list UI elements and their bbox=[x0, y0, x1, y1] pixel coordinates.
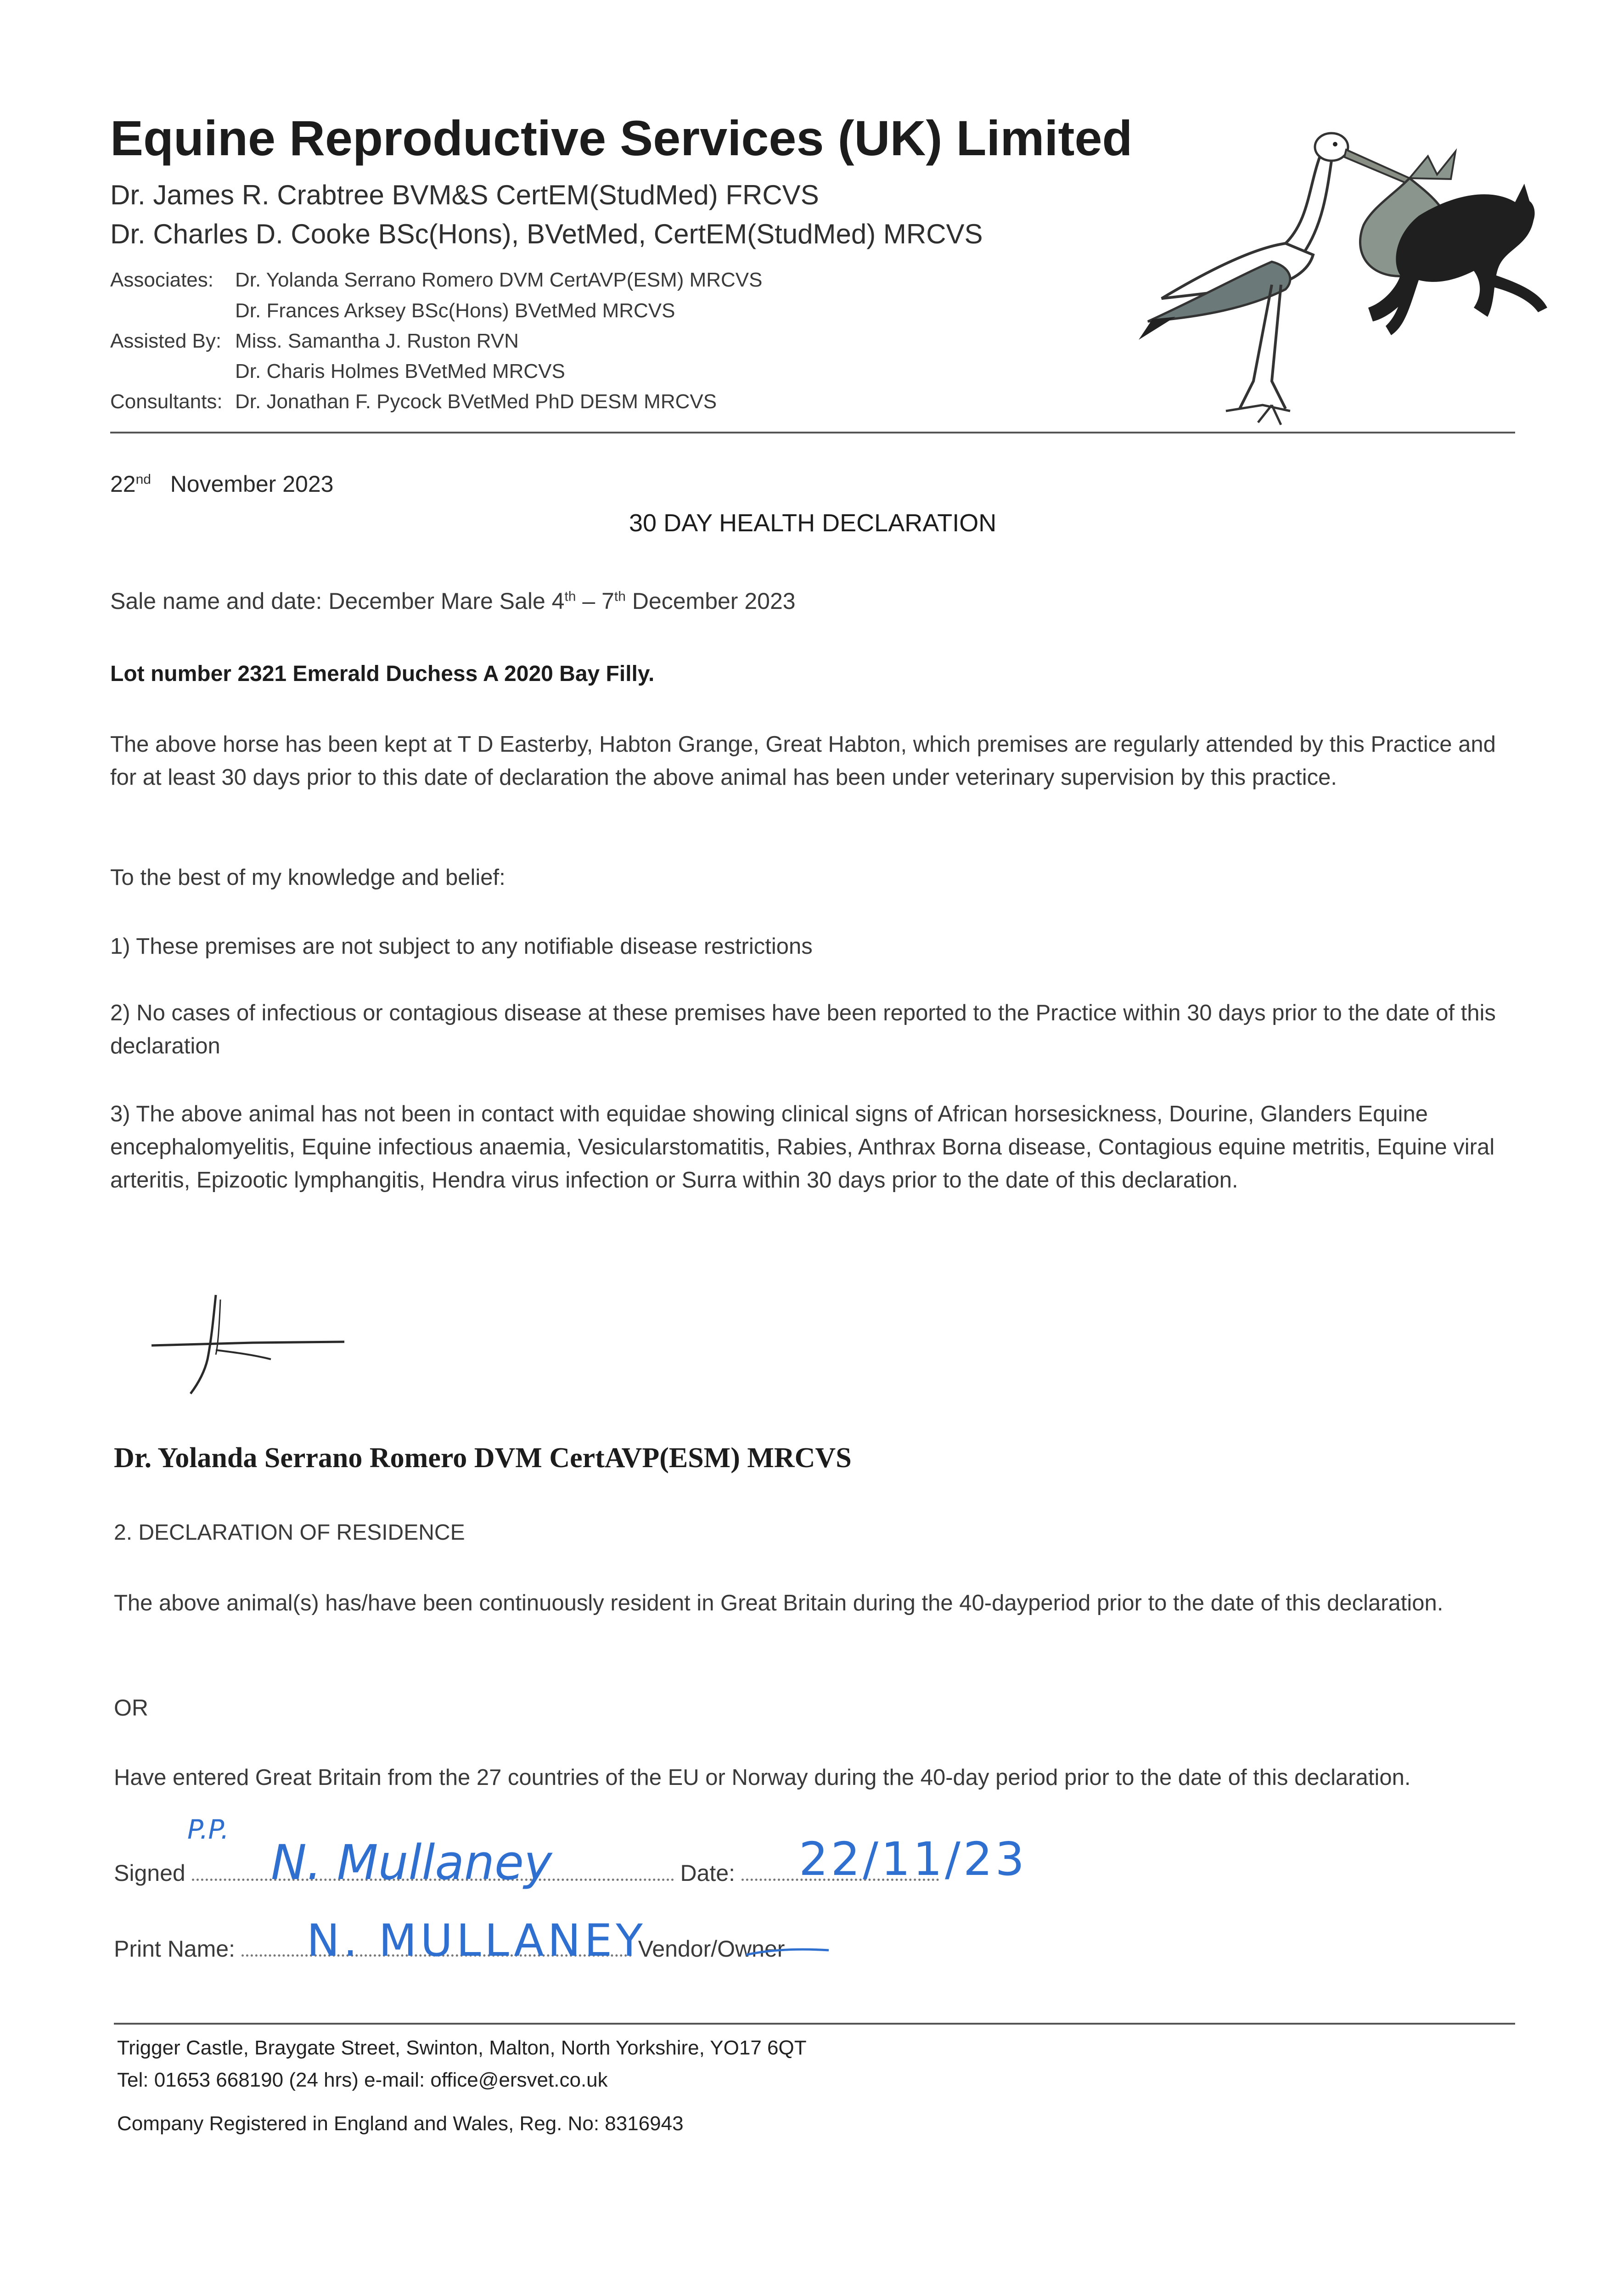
sale-sup-end: th bbox=[614, 589, 626, 604]
declaration-date bbox=[110, 471, 333, 497]
print-name-handwritten: N. MULLANEY bbox=[307, 1915, 646, 1966]
print-name-label: Print Name: bbox=[114, 1936, 235, 1962]
signed-label: Signed bbox=[114, 1860, 185, 1886]
sale-prefix: Sale name and date: December Mare Sale 4 bbox=[110, 588, 565, 614]
footer-divider bbox=[114, 2023, 1515, 2025]
staff-name: Dr. Charis Holmes BVetMed MRCVS bbox=[235, 360, 565, 383]
date-day: 22 bbox=[110, 471, 136, 497]
staff-name: Dr. Yolanda Serrano Romero DVM CertAVP(ESM) MRCVS bbox=[235, 269, 763, 291]
or-separator: OR bbox=[114, 1695, 148, 1721]
partner-crabtree: Dr. James R. Crabtree BVM&S CertEM(StudMed) FRCVS bbox=[110, 180, 819, 210]
staff-name: Dr. Frances Arksey BSc(Hons) BVetMed MRCVS bbox=[235, 299, 675, 322]
vet-signature-icon bbox=[147, 1290, 349, 1396]
partner-cooke: Dr. Charles D. Cooke BSc(Hons), BVetMed, CertEM(StudMed) MRCVS bbox=[110, 219, 983, 249]
footer-registration: Company Registered in England and Wales, Reg. No: 8316943 bbox=[117, 2112, 684, 2135]
stork-horse-logo-icon bbox=[1134, 124, 1556, 427]
staff-row bbox=[110, 390, 717, 413]
header-divider bbox=[110, 432, 1515, 433]
staff-name: Miss. Samantha J. Ruston RVN bbox=[235, 330, 519, 352]
owner-strikethrough-icon bbox=[744, 1945, 831, 1958]
footer-contact: Tel: 01653 668190 (24 hrs) e-mail: office@ersvet.co.uk bbox=[117, 2069, 608, 2091]
footer-address: Trigger Castle, Braygate Street, Swinton, Malton, North Yorkshire, YO17 6QT bbox=[117, 2037, 807, 2059]
declaration-point-2: 2) No cases of infectious or contagious disease at these premises have been reported to the Practice within 30 days prior to the date of this declaration bbox=[110, 1001, 1496, 1058]
sale-suffix: December 2023 bbox=[625, 588, 796, 614]
company-name: Equine Reproductive Services (UK) Limited bbox=[110, 110, 1133, 166]
sale-mid: – 7 bbox=[576, 588, 614, 614]
staff-label: Assisted By: bbox=[110, 330, 222, 352]
staff-row bbox=[110, 269, 762, 292]
premises-paragraph: The above horse has been kept at T D Easterby, Habton Grange, Great Habton, which premises are regularly attended by this Practice and for at least 30 days prior to this date of declaration the above animal has been under veterinary supervision by this practice. bbox=[110, 732, 1496, 790]
pp-handwritten: P.P. bbox=[187, 1814, 229, 1845]
signed-handwritten: N. Mullaney bbox=[271, 1835, 552, 1891]
sale-sup-start: th bbox=[564, 589, 576, 604]
date-label: Date: bbox=[680, 1860, 736, 1886]
declaration-point-1: 1) These premises are not subject to any notifiable disease restrictions bbox=[110, 934, 813, 959]
knowledge-statement: To the best of my knowledge and belief: bbox=[110, 865, 506, 890]
document-title: 30 DAY HEALTH DECLARATION bbox=[629, 509, 997, 537]
staff-label: Consultants: bbox=[110, 390, 223, 413]
sale-name-and-date bbox=[110, 588, 796, 614]
date-month-year: November 2023 bbox=[170, 471, 334, 497]
vendor-owner-label: Vendor/Owner bbox=[638, 1936, 785, 1962]
date-handwritten: 22/11/23 bbox=[799, 1832, 1028, 1886]
staff-row bbox=[110, 330, 519, 353]
staff-name: Dr. Jonathan F. Pycock BVetMed PhD DESM MRCVS bbox=[235, 390, 717, 413]
staff-row bbox=[110, 360, 565, 383]
staff-label: Associates: bbox=[110, 269, 213, 291]
residence-heading: 2. DECLARATION OF RESIDENCE bbox=[114, 1520, 465, 1545]
vet-name: Dr. Yolanda Serrano Romero DVM CertAVP(ESM) MRCVS bbox=[114, 1442, 852, 1474]
staff-row bbox=[110, 299, 675, 322]
date-suffix: nd bbox=[135, 472, 151, 487]
residence-paragraph-2: Have entered Great Britain from the 27 countries of the EU or Norway during the 40-day period prior to the date of this declaration. bbox=[114, 1765, 1411, 1790]
declaration-point-3: 3) The above animal has not been in contact with equidae showing clinical signs of African horsesickness, Dourine, Glanders Equine encephalomyelitis, Equine infectious anaemia, Vesicularstomatitis, Rabies, Anthrax Borna disease, Contagious equine metritis, Equine viral arteritis, Epizootic lymphangitis, Hendra virus infection or Surra within 30 days prior to the date of this declaration. bbox=[110, 1102, 1495, 1193]
residence-paragraph-1: The above animal(s) has/have been continuously resident in Great Britain during the 40-dayperiod prior to the date of this declaration. bbox=[114, 1591, 1443, 1615]
lot-number: Lot number 2321 Emerald Duchess A 2020 Bay Filly. bbox=[110, 662, 655, 686]
